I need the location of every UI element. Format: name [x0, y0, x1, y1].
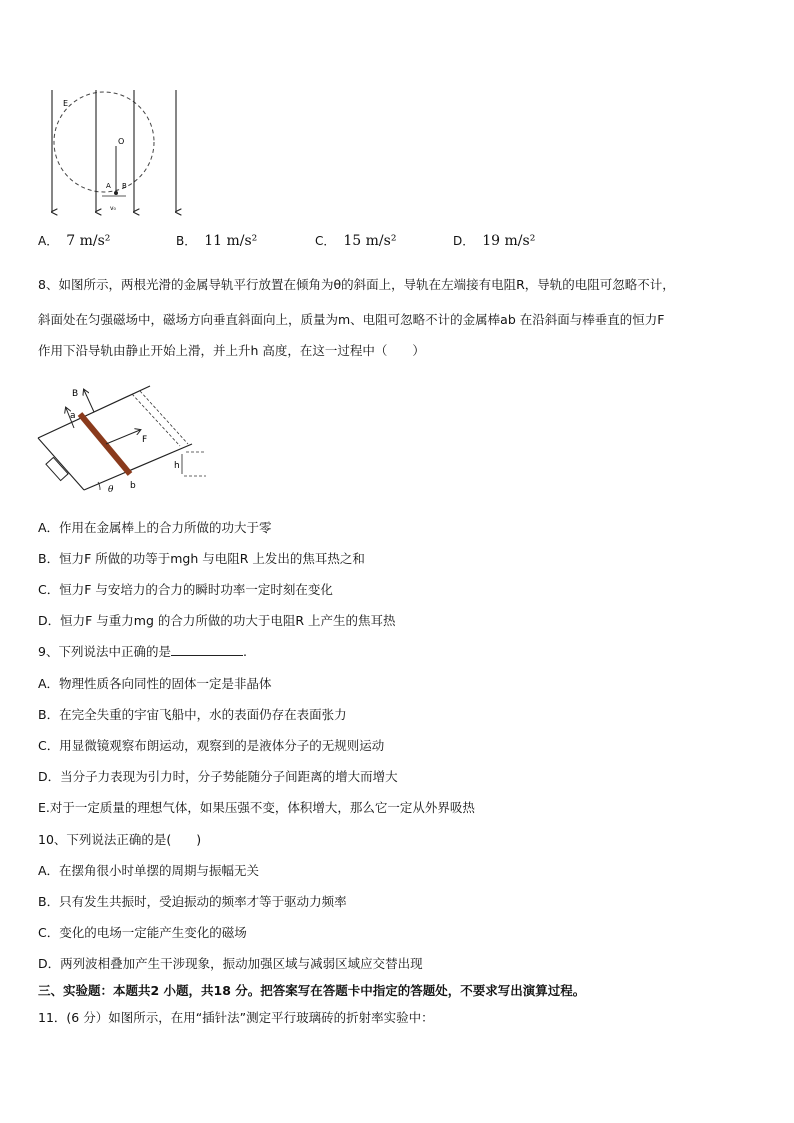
- q8-option-a[interactable]: A．作用在金属棒上的合力所做的功大于零: [38, 520, 272, 535]
- label-O: O: [118, 137, 125, 146]
- label-a: a: [70, 411, 76, 421]
- q7-option-d[interactable]: [453, 232, 535, 249]
- q8-stem-line-1: 8、如图所示，两根光滑的金属导轨平行放置在倾角为θ的斜面上，导轨在左端接有电阻R，导轨的电阻可忽略不计，: [38, 277, 675, 292]
- q8-option-d[interactable]: D．恒力F 与重力mg 的合力所做的功大于电阻R 上产生的焦耳热: [38, 613, 396, 628]
- ball: [114, 191, 118, 195]
- dashed-line: [132, 394, 180, 446]
- q11-stem: 11．(6 分）如图所示，在用“插针法”测定平行玻璃砖的折射率实验中：: [38, 1010, 434, 1025]
- option-label: C．: [315, 234, 336, 248]
- q9-stem: [38, 643, 247, 661]
- q7-options: [38, 232, 598, 254]
- label-b: b: [130, 481, 136, 491]
- q10-option-b[interactable]: B．只有发生共振时，受迫振动的频率才等于驱动力频率: [38, 894, 347, 909]
- label-theta: θ: [108, 485, 114, 495]
- option-value: 19 m/s²: [482, 233, 536, 249]
- q9-option-e[interactable]: E.对于一定质量的理想气体，如果压强不变，体积增大，那么它一定从外界吸热: [38, 800, 475, 815]
- label-v0: v₀: [110, 205, 116, 212]
- label-h: h: [174, 461, 180, 471]
- label-F: F: [142, 435, 148, 445]
- left-connector: [38, 438, 84, 490]
- q9-option-b[interactable]: B．在完全失重的宇宙飞船中，水的表面仍存在表面张力: [38, 707, 347, 722]
- label-B: B: [122, 182, 127, 190]
- q9-stem-end: .: [242, 644, 247, 659]
- dashed-circle: [54, 92, 154, 192]
- option-value: 11 m/s²: [204, 233, 258, 249]
- q8-stem-line-2: 斜面处在匀强磁场中，磁场方向垂直斜面向上，质量为m、电阻可忽略不计的金属棒ab 在沿斜面与棒垂直的恒力F: [38, 312, 665, 327]
- q10-option-d[interactable]: D．两列波相叠加产生干涉现象，振动加强区域与减弱区域应交替出现: [38, 956, 423, 971]
- q8-stem-line-3: 作用下沿导轨由静止开始上滑，并上升h 高度，在这一过程中（ ）: [38, 343, 425, 358]
- q10-option-a[interactable]: A．在摆角很小时单摆的周期与振幅无关: [38, 863, 260, 878]
- label-A: A: [106, 182, 111, 190]
- option-value: 7 m/s²: [66, 233, 111, 249]
- option-value: 15 m/s²: [343, 233, 397, 249]
- q9-option-d[interactable]: D．当分子力表现为引力时，分子势能随分子间距离的增大而增大: [38, 769, 398, 784]
- rod-ab: [80, 414, 130, 474]
- q7-figure: [38, 84, 198, 220]
- answer-blank[interactable]: [171, 643, 243, 656]
- q7-option-a[interactable]: [38, 232, 110, 249]
- label-E: E: [63, 99, 69, 108]
- q9-option-c[interactable]: C．用显微镜观察布朗运动，观察到的是液体分子的无规则运动: [38, 738, 385, 753]
- q8-option-c[interactable]: C．恒力F 与安培力的合力的瞬时功率一定时刻在变化: [38, 582, 333, 597]
- q8-option-b[interactable]: B．恒力F 所做的功等于mgh 与电阻R 上发出的焦耳热之和: [38, 551, 365, 566]
- q7-option-b[interactable]: [176, 232, 257, 249]
- label-B: B: [72, 389, 79, 399]
- q9-option-a[interactable]: A．物理性质各向同性的固体一定是非晶体: [38, 676, 272, 691]
- force-arrow: [106, 430, 140, 444]
- section-3-heading: 三、实验题：本题共2 小题，共18 分。把答案写在答题卡中指定的答题处，不要求写出演算过程。: [38, 983, 586, 998]
- option-label: D．: [453, 234, 475, 248]
- q7-option-c[interactable]: [315, 232, 396, 249]
- q10-stem: 10、下列说法正确的是( ): [38, 832, 202, 847]
- q10-option-c[interactable]: C．变化的电场一定能产生变化的磁场: [38, 925, 247, 940]
- b-arrow: [84, 390, 94, 412]
- dashed-line: [140, 391, 188, 444]
- option-label: A．: [38, 234, 59, 248]
- option-label: B．: [176, 234, 197, 248]
- q8-figure: [34, 378, 224, 498]
- q9-stem-text: 9、下列说法中正确的是: [38, 644, 171, 659]
